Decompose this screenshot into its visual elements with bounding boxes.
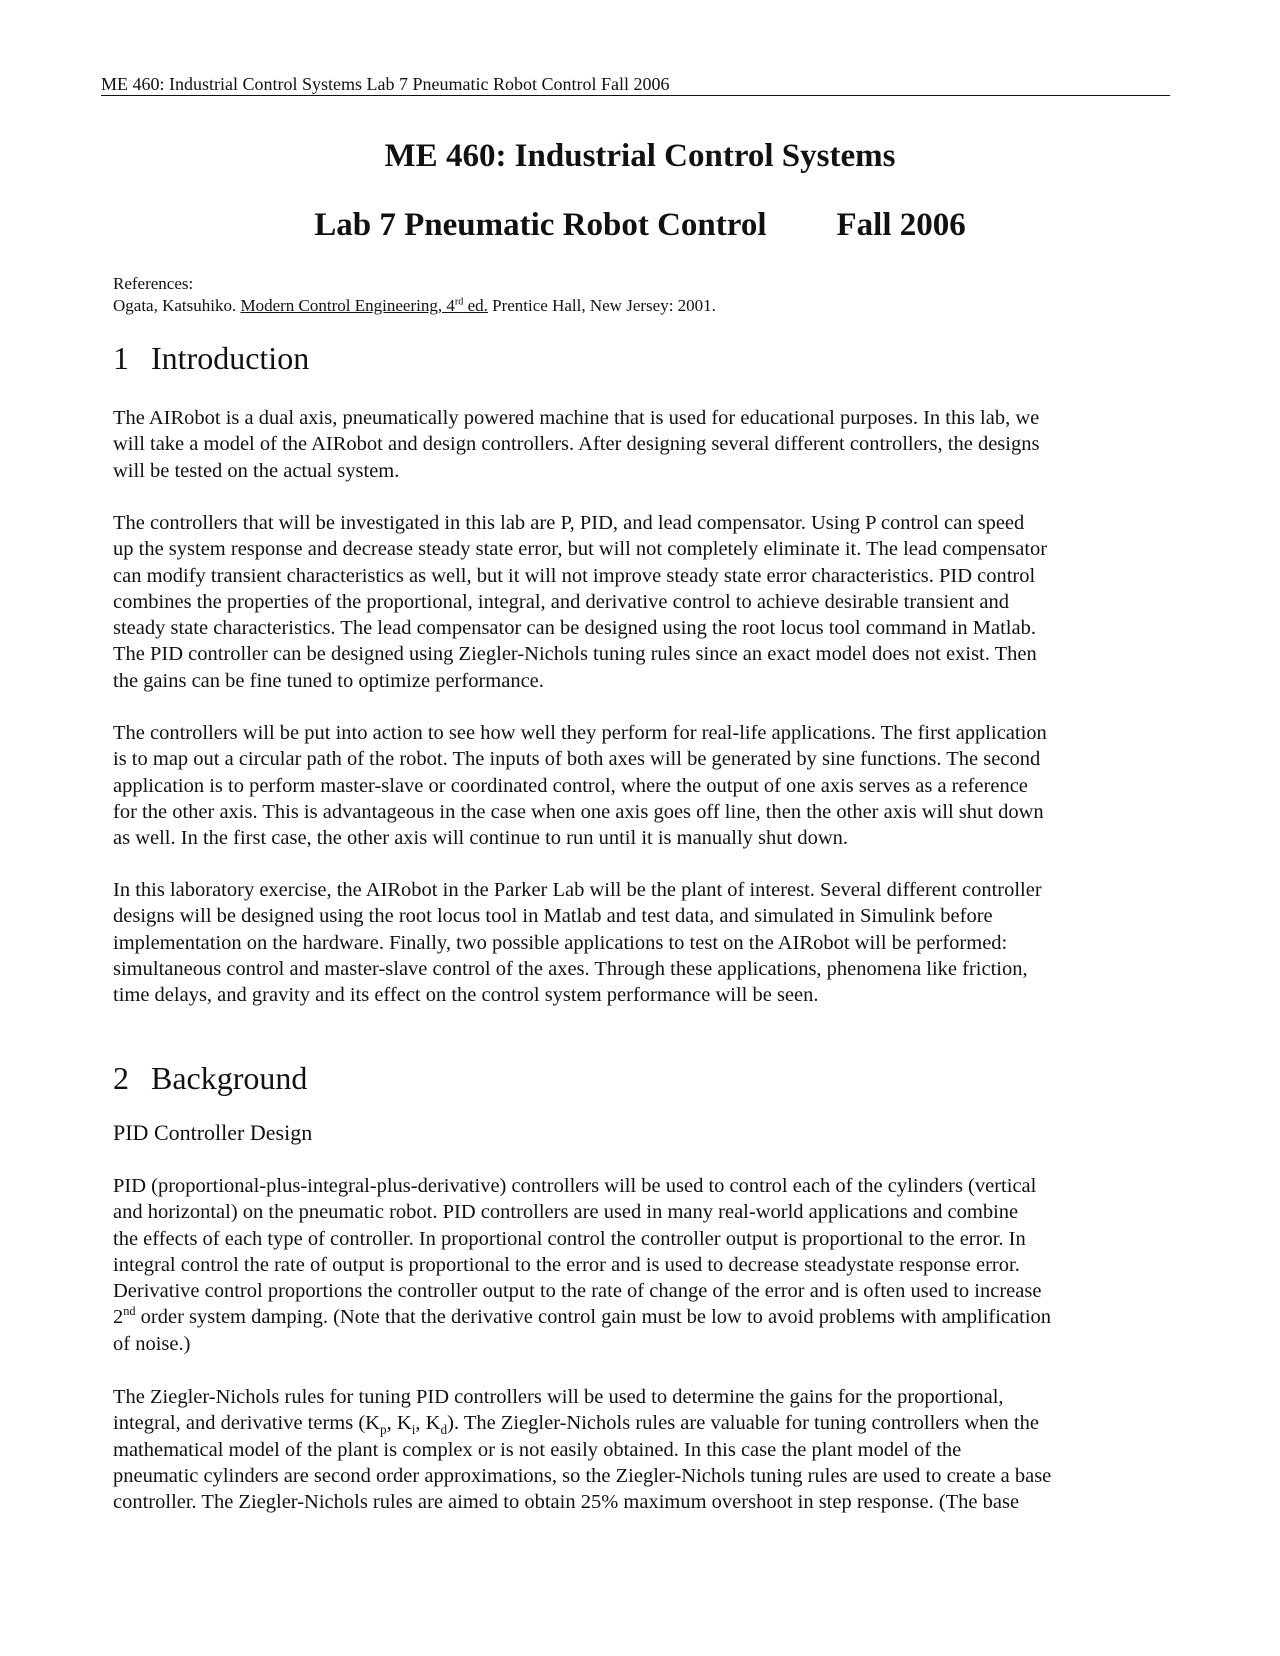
background-paragraph-1: PID (proportional-plus-integral-plus-derivative) controllers will be used to control each of the cylinders (vertical and horizontal) on the pneumatic robot. PID controllers are used in many real-world applications and combine the effects of each type of controller. In proportional control the controller output is proportional to the error. In integral control the rate of output is proportional to the error and is used to decrease steadystate response error. Derivative control proportions the controller output to the rate of change of the error and is often used to increase 2nd order system damping. (Note that the derivative control gain must be low to avoid problems with amplification of noise.) — [113, 1175, 1052, 1355]
intro-paragraph-4: In this laboratory exercise, the AIRobot in the Parker Lab will be the plant of interest. Several different controller designs will be designed using the root locus tool in Matlab and test data, and simulated in Simulink before implementation on the hardware. Finally, two possible applications to test on the AIRobot will be performed: simultaneous control and master-slave control of the axes. Through these applications, phenomena like friction, time delays, and gravity and its effect on the control system performance will be seen. — [113, 879, 1042, 1007]
background-paragraph-2: The Ziegler-Nichols rules for tuning PID controllers will be used to determine the gains for the proportional, integral, and derivative terms ($K_p$, $K_i$, $K_d$). The Ziegler-Nichols rules are valuable for tuning controllers when the mathematical model of the plant is complex or is not easily obtained. In this case the plant model of the pneumatic cylinders are second order approximations, so the Ziegler-Nichols tuning rules are used to create a base controller. The Ziegler-Nichols rules are aimed to obtain 25% maximum overshoot in step response. (The base — [113, 1386, 1052, 1514]
subsection-heading-pid: PID Controller Design — [113, 1120, 313, 1145]
section-heading-background: 2 Background — [113, 1060, 308, 1096]
references — [113, 273, 716, 317]
term-label: Fall 2006 — [836, 207, 966, 243]
lab-title: Lab 7 Pneumatic Robot Control — [314, 207, 767, 243]
reference-entry: Ogata, Katsuhiko. Modern Control Engineering, 4rd ed. Prentice Hall, New Jersey: 2001. — [113, 296, 716, 315]
references-label: References: — [113, 274, 194, 293]
document-title: ME 460: Industrial Control Systems — [384, 138, 896, 174]
section-heading-introduction: 1 Introduction — [113, 340, 310, 376]
intro-paragraph-2: The controllers that will be investigated in this lab are P, PID, and lead compensator. Using P control can speed up the system response and decrease steady state error, but will not completely eliminate it. The lead compensator can modify transient characteristics as well, but it will not improve steady state error characteristics. PID control combines the properties of the proportional, integral, and derivative control to achieve desirable transient and steady state characteristics. The lead compensator can be designed using the root locus tool command in Matlab. The PID controller can be designed using Ziegler-Nichols tuning rules since an exact model does not exist. Then the gains can be fine tuned to optimize performance. — [113, 512, 1048, 692]
book-title: Modern Control Engineering, 4rd ed. — [240, 296, 488, 315]
running-header: ME 460: Industrial Control Systems Lab 7 Pneumatic Robot Control Fall 2006 — [101, 74, 1170, 96]
intro-paragraph-3: The controllers will be put into action to see how well they perform for real-life applications. The first application is to map out a circular path of the robot. The inputs of both axes will be generated by sine functions. The second application is to perform master-slave or coordinated control, where the output of one axis serves as a reference for the other axis. This is advantageous in the case when one axis goes off line, then the other axis will shut down as well. In the first case, the other axis will continue to run until it is manually shut down. — [113, 722, 1047, 850]
document-subtitle — [0, 207, 1280, 244]
intro-paragraph-1: The AIRobot is a dual axis, pneumatically powered machine that is used for educational purposes. In this lab, we will take a model of the AIRobot and design controllers. After designing several different controllers, the designs will be tested on the actual system. — [113, 407, 1040, 482]
